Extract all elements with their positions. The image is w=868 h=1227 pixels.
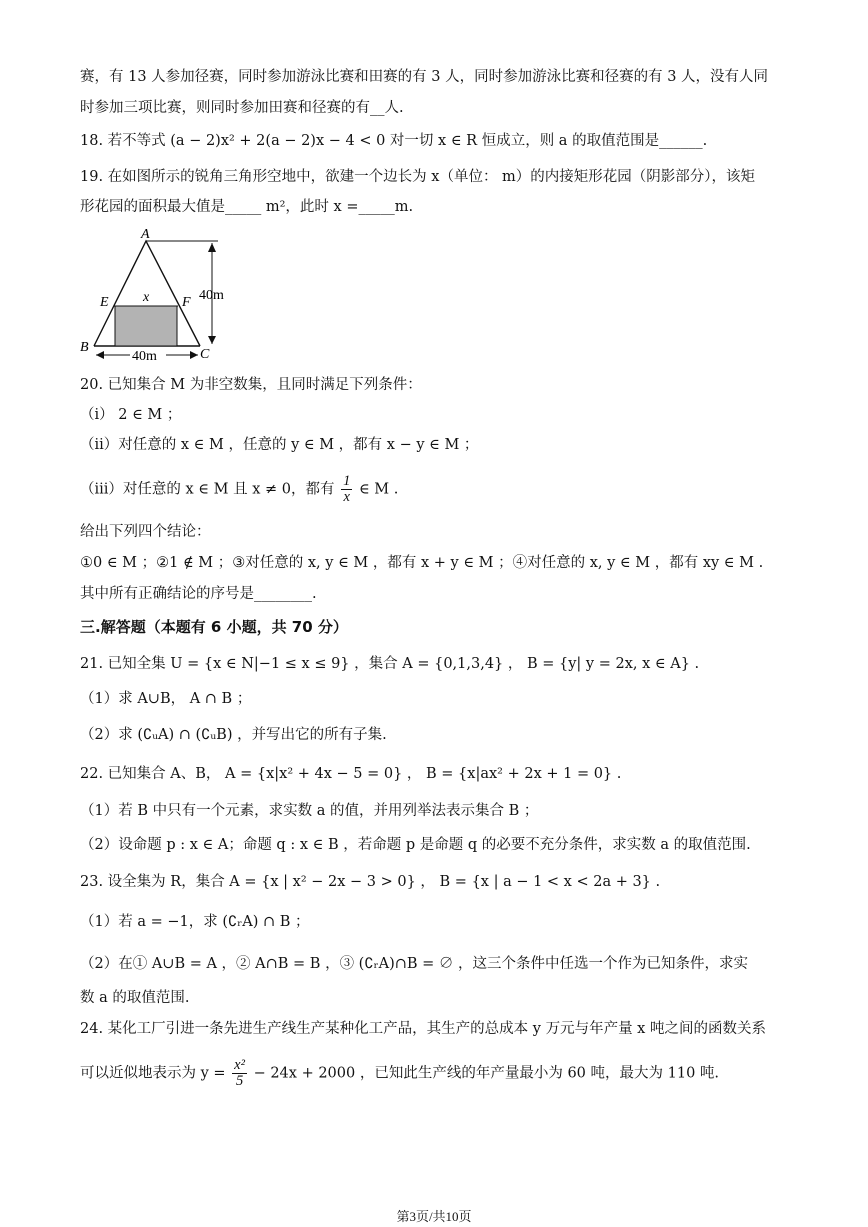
fraction-numerator: x² xyxy=(234,1057,245,1073)
condition-ii: （ⅱ）对任意的 x ∈ M ，任意的 y ∈ M ，都有 x − y ∈ M ； xyxy=(80,437,479,453)
label-e: E xyxy=(100,295,109,310)
condition-i: （ⅰ） 2 ∈ M ； xyxy=(80,407,182,423)
question-21-part2: （2）求 (∁ᵤA) ∩ (∁ᵤB) ，并写出它的所有子集. xyxy=(80,727,387,743)
text-line: 赛，有 13 人参加径赛，同时参加游泳比赛和田赛的有 3 人，同时参加游泳比赛和径赛的有 3 人，没有人同 xyxy=(80,69,769,85)
question-20: 20. 已知集合 M 为非空数集，且同时满足下列条件： xyxy=(80,377,422,393)
triangle-figure xyxy=(78,226,248,366)
question-24-line1: 24. 某化工厂引进一条先进生产线生产某种化工产品，其生产的总成本 y 万元与年产量 x 吨之间的函数关系 xyxy=(80,1021,766,1037)
condition-iii-tail: ∈ M . xyxy=(358,481,399,498)
condition-iii xyxy=(80,474,798,505)
question-19-line1: 19. 在如图所示的锐角三角形空地中，欲建一个边长为 x（单位： m）的内接矩形花园（阴影部分），该矩 xyxy=(80,169,756,185)
fraction-numerator: 1 xyxy=(343,473,351,489)
question-24-tail: − 24x + 2000 ，已知此生产线的年产量最小为 60 吨，最大为 110 吨. xyxy=(253,1065,720,1082)
fraction-denominator: 5 xyxy=(235,1073,244,1089)
question-20-ask: 其中所有正确结论的序号是________. xyxy=(80,586,317,602)
question-21: 21. 已知全集 U = {x ∈ N|−1 ≤ x ≤ 9} ，集合 A = {0,1,3,4} ， B = {y| y = 2x, x ∈ A} . xyxy=(80,656,700,672)
conclusions-intro: 给出下列四个结论： xyxy=(80,524,211,540)
label-c: C xyxy=(200,347,210,362)
label-height: 40m xyxy=(199,288,224,303)
question-23-part2: （2）在① A∪B = A ，② A∩B = B ，③ (∁ᵣA)∩B = ∅ ，这三个条件中任选一个作为已知条件，求实 xyxy=(80,956,749,972)
question-24-text: 可以近似地表示为 y = xyxy=(80,1065,226,1082)
label-f: F xyxy=(182,295,191,310)
question-22-part2: （2）设命题 p : x ∈ A；命题 q : x ∈ B ，若命题 p 是命题 q 的必要不充分条件，求实数 a 的取值范围. xyxy=(80,837,751,853)
text-line: 时参加三项比赛，则同时参加田赛和径赛的有__人. xyxy=(80,100,404,116)
label-x: x xyxy=(143,290,150,305)
label-a: A xyxy=(141,227,150,242)
question-22: 22. 已知集合 A、B， A = {x|x² + 4x − 5 = 0} ， B = {x|ax² + 2x + 1 = 0} . xyxy=(80,766,622,782)
question-18: 18. 若不等式 (a − 2)x² + 2(a − 2)x − 4 < 0 对一切 x ∈ R 恒成立，则 a 的取值范围是______. xyxy=(80,133,708,149)
question-24-line2 xyxy=(80,1058,798,1089)
question-23: 23. 设全集为 R，集合 A = {x | x² − 2x − 3 > 0} ， B = {x | a − 1 < x < 2a + 3} . xyxy=(80,874,661,890)
question-21-part1: （1）求 A∪B， A ∩ B ； xyxy=(80,691,252,707)
question-19-line2: 形花园的面积最大值是_____ m²，此时 x =_____m. xyxy=(80,199,414,215)
garden-rectangle xyxy=(115,306,177,346)
fraction-one-over-x xyxy=(341,474,352,505)
question-23-part2-cont: 数 a 的取值范围. xyxy=(80,990,190,1006)
conclusions-list: ①0 ∈ M ；②1 ∉ M ；③对任意的 x, y ∈ M ，都有 x + y ∈ M ；④对任意的 x, y ∈ M ，都有 xy ∈ M . xyxy=(80,555,764,571)
label-b: B xyxy=(80,340,89,355)
question-22-part1: （1）若 B 中只有一个元素，求实数 a 的值，并用列举法表示集合 B ； xyxy=(80,803,539,819)
question-23-part1: （1）若 a = −1，求 (∁ᵣA) ∩ B ； xyxy=(80,914,310,930)
condition-iii-text: （ⅲ）对任意的 x ∈ M 且 x ≠ 0，都有 xyxy=(80,481,335,498)
label-base: 40m xyxy=(132,349,157,364)
fraction-x2-over-5 xyxy=(232,1058,247,1089)
section-heading: 三.解答题（本题有 6 小题，共 70 分） xyxy=(80,618,348,636)
page-footer: 第3页/共10页 xyxy=(396,1209,472,1224)
fraction-denominator: x xyxy=(343,489,350,505)
